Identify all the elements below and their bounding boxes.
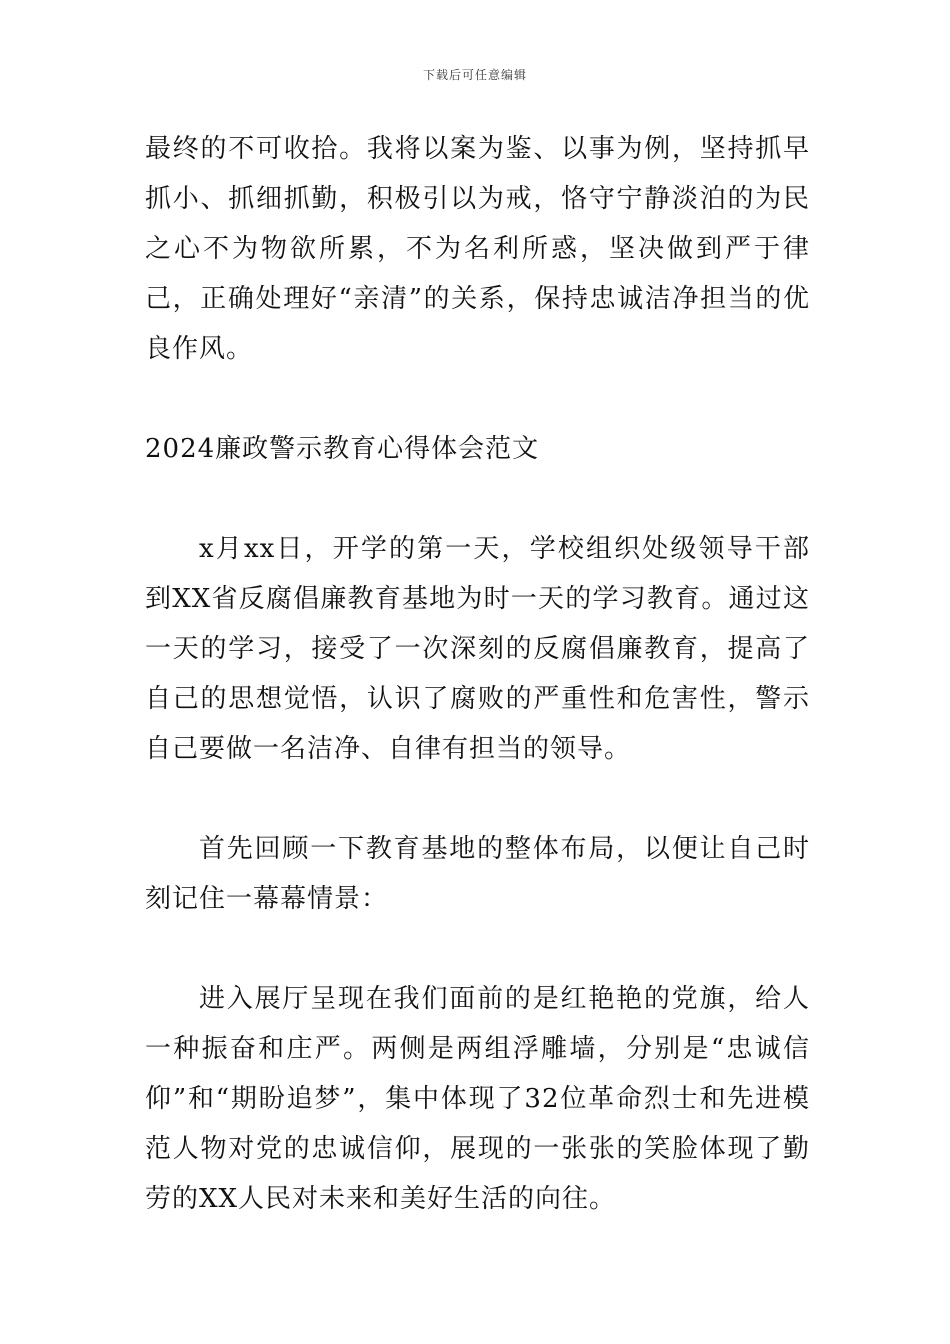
paragraph-continuation: 最终的不可收拾。我将以案为鉴、以事为例，坚持抓早抓小、抓细抓勤，积极引以为戒，恪守宁静淡泊的为民之心不为物欲所累，不为名利所惑，坚决做到严于律己，正确处理好“亲清”的关系，保持忠诚洁净担当的优良作风。 [145, 134, 810, 364]
paragraph-layout-review: 首先回顾一下教育基地的整体布局，以便让自己时刻记住一幕幕情景： [145, 834, 810, 914]
section-title: 2024廉政警示教育心得体会范文 [145, 434, 540, 464]
paragraph-exhibition-hall: 进入展厅呈现在我们面前的是红艳艳的党旗，给人一种振奋和庄严。两侧是两组浮雕墙，分别是“忠诚信仰”和“期盼追梦”，集中体现了32位革命烈士和先进模范人物对党的忠诚信仰，展现的一张张的笑脸体现了勤劳的XX人民对未来和美好生活的向往。 [145, 984, 810, 1214]
header-note: 下载后可任意编辑 [422, 68, 527, 82]
document-body [145, 124, 810, 1224]
paragraph-intro: x月xx日，开学的第一天，学校组织处级领导干部到XX省反腐倡廉教育基地为时一天的学习教育。通过这一天的学习，接受了一次深刻的反腐倡廉教育，提高了自己的思想觉悟，认识了腐败的严重性和危害性，警示自己要做一名洁净、自律有担当的领导。 [145, 534, 810, 764]
